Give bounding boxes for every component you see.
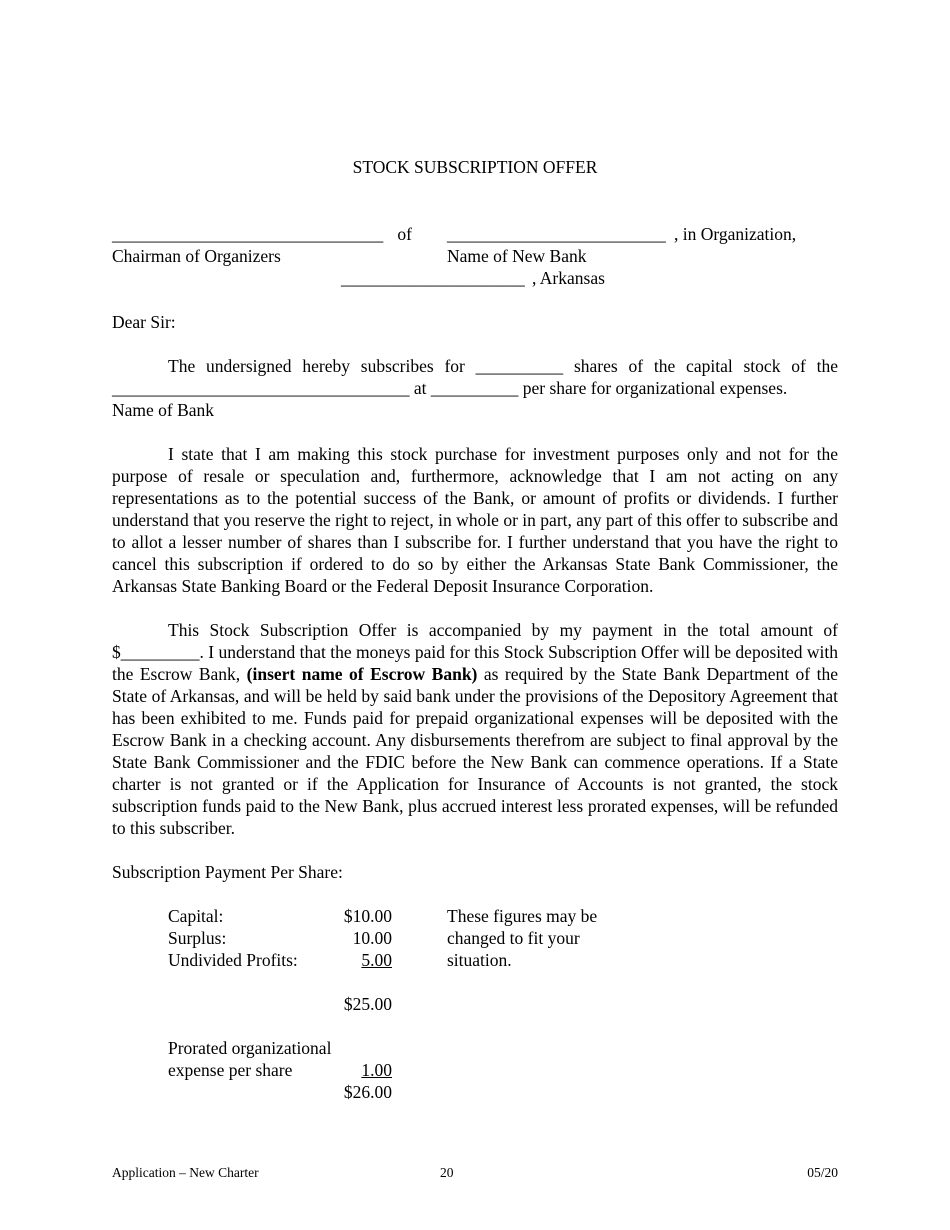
subscription-line-1: The undersigned hereby subscribes for __________ shares of the capital stock of the	[168, 356, 838, 376]
page-number: 20	[440, 1165, 454, 1180]
investment-paragraph: I state that I am making this stock purchase for investment purposes only and not for the purpose of resale or speculation and, furthermore, acknowledge that I am not acting on any representations as to the potential success of the Bank, or amount of profits or dividends. I further understand that you reserve the right to reject, in whole or in part, any part of this offer to subscribe and to allot a lesser number of shares than I subscribe for. I further understand that you have the right to cancel this subscription if ordered to do so by either the Arkansas State Bank Commissioner, the Arkansas State Banking Board or the Federal Deposit Insurance Corporation.	[112, 444, 838, 596]
salutation: Dear Sir:	[112, 312, 176, 332]
page-title: STOCK SUBSCRIPTION OFFER	[352, 157, 598, 177]
prorated-label-2: expense per share	[168, 1060, 293, 1080]
note-line-3: situation.	[447, 950, 512, 970]
note-line-1: These figures may be	[447, 906, 598, 926]
subtotal-value: $25.00	[343, 994, 392, 1014]
chairman-blank[interactable]: _______________________________	[112, 224, 384, 244]
prorated-label-1: Prorated organizational	[168, 1038, 332, 1058]
arkansas-text: , Arkansas	[532, 268, 605, 288]
surplus-value: 10.00	[352, 928, 392, 948]
payment-heading: Subscription Payment Per Share:	[112, 862, 343, 882]
subscription-line-2: __________________________________ at __________ per share for organizational expenses.	[112, 378, 788, 398]
capital-value: $10.00	[343, 906, 392, 926]
prorated-value: 1.00	[361, 1060, 392, 1080]
footer-date: 05/20	[807, 1165, 838, 1180]
footer-left: Application – New Charter	[112, 1165, 259, 1180]
escrow-text-1: This Stock Subscription Offer is accompanied by my payment in the total amount of $_________. I understand that the moneys paid for this Stock Subscription Offer will be deposited with the Escrow Bank,	[112, 620, 838, 684]
escrow-paragraph	[112, 619, 838, 839]
of-text: of	[393, 224, 412, 244]
note-line-2: changed to fit your	[447, 928, 580, 948]
in-organization-text: , in Organization,	[674, 224, 797, 244]
total-value: $26.00	[343, 1082, 392, 1102]
surplus-label: Surplus:	[168, 928, 227, 948]
new-bank-label: Name of New Bank	[447, 246, 587, 266]
escrow-text-2: as required by the State Bank Department of the State of Arkansas, and will be held by said bank under the provisions of the Depository Agreement that has been exhibited to me. Funds paid for prepaid organizational expenses will be deposited with the Escrow Bank in a checking account. Any disbursements therefrom are subject to final approval by the State Bank Commissioner and the FDIC before the New Bank can commence operations. If a State charter is not granted or if the Application for Insurance of Accounts is not granted, the stock subscription funds paid to the New Bank, plus accrued interest less prorated expenses, will be refunded to this subscriber.	[112, 664, 838, 838]
city-blank[interactable]: _____________________	[341, 268, 525, 288]
profits-label: Undivided Profits:	[168, 950, 298, 970]
bank-name-label: Name of Bank	[112, 400, 215, 420]
escrow-bank-placeholder: (insert name of Escrow Bank)	[246, 664, 478, 684]
profits-value: 5.00	[361, 950, 392, 970]
chairman-label: Chairman of Organizers	[112, 246, 281, 266]
new-bank-blank[interactable]: _________________________	[447, 224, 666, 244]
capital-label: Capital:	[168, 906, 224, 926]
